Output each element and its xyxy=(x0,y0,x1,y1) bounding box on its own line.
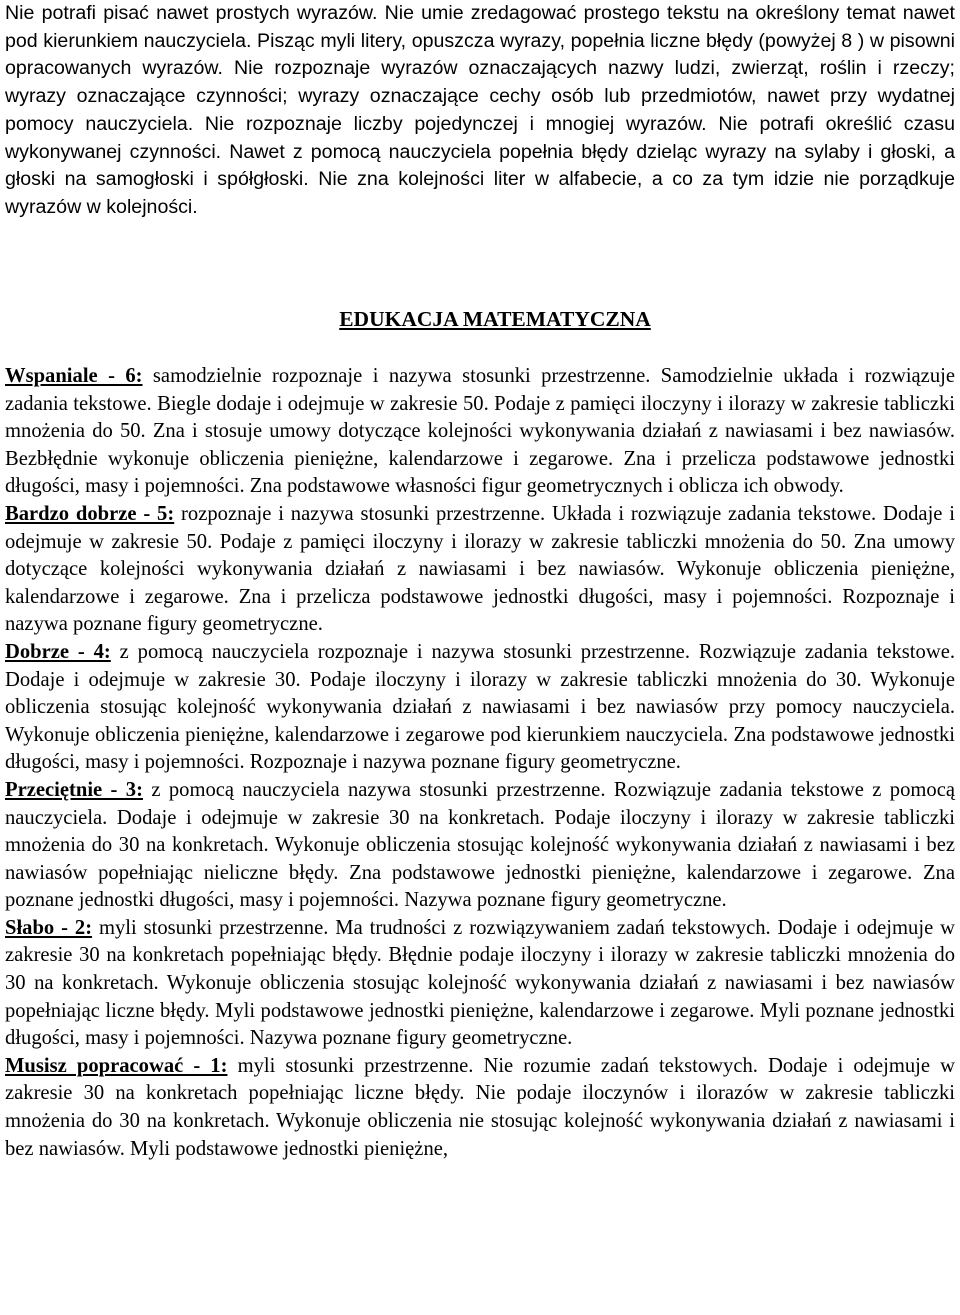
grade-text-2: myli stosunki przestrzenne. Ma trudności z rozwiązywaniem zadań tekstowych. Dodaje i odejmuje w zakresie 30 na konkretach popełniając błędy. Błędnie podaje iloczyny i ilorazy w zakresie tabliczki mnożenia do 30 na konkretach. Wykonuje obliczenia stosując kolejność wykonywania działań z nawiasami i bez nawiasów popełniając liczne błędy. Myli podstawowe jednostki pieniężne, kalendarzowe i zegarowe. Myli poznane jednostki długości, masy i pojemności. Nazywa poznane figury geometryczne. xyxy=(5,916,955,1050)
grade-label-1: Musisz popracować - 1: xyxy=(5,1054,228,1077)
grade-paragraph-1 xyxy=(5,1053,955,1163)
section-heading: EDUKACJA MATEMATYCZNA xyxy=(339,307,651,331)
grade-text-5: rozpoznaje i nazywa stosunki przestrzenne. Układa i rozwiązuje zadania tekstowe. Dodaje i odejmuje w zakresie 50. Podaje z pamięci iloczyny i ilorazy w zakresie tabliczki mnożenia do 50. Zna umowy dotyczące kolejności wykonywania działań z nawiasami i bez nawiasów. Wykonuje obliczenia pieniężne, kalendarzowe i zegarowe. Zna i przelicza podstawowe jednostki długości, masy i pojemności. Rozpoznaje i nazywa poznane figury geometryczne. xyxy=(5,502,955,636)
grades-section xyxy=(5,363,955,1163)
grade-text-1: myli stosunki przestrzenne. Nie rozumie zadań tekstowych. Dodaje i odejmuje w zakresie 30 na konkretach popełniając liczne błędy. Nie podaje iloczynów i ilorazów w zakresie tabliczki mnożenia do 30 na konkretach. Wykonuje obliczenia nie stosując kolejność wykonywania działań z nawiasami i bez nawiasów. Myli podstawowe jednostki pieniężne, xyxy=(5,1054,955,1160)
grade-paragraph-3 xyxy=(5,777,955,915)
grade-label-4: Dobrze - 4: xyxy=(5,640,111,663)
grade-label-6: Wspaniale - 6: xyxy=(5,365,143,387)
grade-paragraph-5 xyxy=(5,501,955,639)
document-page xyxy=(5,0,955,222)
grade-text-4: z pomocą nauczyciela rozpoznaje i nazywa stosunki przestrzenne. Rozwiązuje zadania tekstowe. Dodaje i odejmuje w zakresie 30. Podaje iloczyny i ilorazy w zakresie tabliczki mnożenia do 30. Wykonuje obliczenia stosując kolejność wykonywania działań z nawiasami i bez nawiasów przy pomocy nauczyciela. Wykonuje obliczenia pieniężne, kalendarzowe i zegarowe pod kierunkiem nauczyciela. Zna podstawowe jednostki długości, masy i pojemności. Rozpoznaje i nazywa poznane figury geometryczne. xyxy=(5,640,955,774)
grade-paragraph-4 xyxy=(5,639,955,777)
grade-label-3: Przeciętnie - 3: xyxy=(5,778,143,801)
grade-paragraph-6 xyxy=(5,363,955,501)
grade-label-5: Bardzo dobrze - 5: xyxy=(5,502,175,525)
intro-paragraph: Nie potrafi pisać nawet prostych wyrazów. Nie umie zredagować prostego tekstu na określony temat nawet pod kierunkiem nauczyciela. Pisząc myli litery, opuszcza wyrazy, popełnia liczne błędy (powyżej 8 ) w pisowni opracowanych wyrazów. Nie rozpoznaje wyrazów oznaczających nazwy ludzi, zwierząt, roślin i rzeczy; wyrazy oznaczające czynności; wyrazy oznaczające cechy osób lub przedmiotów, nawet przy wydatnej pomocy nauczyciela. Nie rozpoznaje liczby pojedynczej i mnogiej wyrazów. Nie potrafi określić czasu wykonywanej czynności. Nawet z pomocą nauczyciela popełnia błędy dzieląc wyrazy na sylaby i głoski, a głoski na samogłoski i spółgłoski. Nie zna kolejności liter w alfabecie, a co za tym idzie nie porządkuje wyrazów w kolejności. xyxy=(5,2,955,218)
grade-label-2: Słabo - 2: xyxy=(5,916,93,939)
grade-text-6: samodzielnie rozpoznaje i nazywa stosunki przestrzenne. Samodzielnie układa i rozwiązuje zadania tekstowe. Biegle dodaje i odejmuje w zakresie 50. Podaje z pamięci iloczyny i ilorazy w zakresie tabliczki mnożenia do 50. Zna i stosuje umowy dotyczące kolejności wykonywania działań z nawiasami i bez nawiasów. Bezbłędnie wykonuje obliczenia pieniężne, kalendarzowe i zegarowe. Zna i przelicza podstawowe jednostki długości, masy i pojemności. Zna podstawowe własności figur geometrycznych i oblicza ich obwody. xyxy=(5,365,955,498)
grade-paragraph-2 xyxy=(5,915,955,1053)
grade-text-3: z pomocą nauczyciela nazywa stosunki przestrzenne. Rozwiązuje zadania tekstowe z pomocą nauczyciela. Dodaje i odejmuje w zakresie 30 na konkretach. Podaje iloczyny i ilorazy w zakresie tabliczki mnożenia do 30 na konkretach. Wykonuje obliczenia stosując kolejność wykonywania działań z nawiasami i bez nawiasów popełniając nieliczne błędy. Zna podstawowe jednostki pieniężne, kalendarzowe i zegarowe. Zna poznane jednostki długości, masy i pojemności. Nazywa poznane figury geometryczne. xyxy=(5,778,955,912)
